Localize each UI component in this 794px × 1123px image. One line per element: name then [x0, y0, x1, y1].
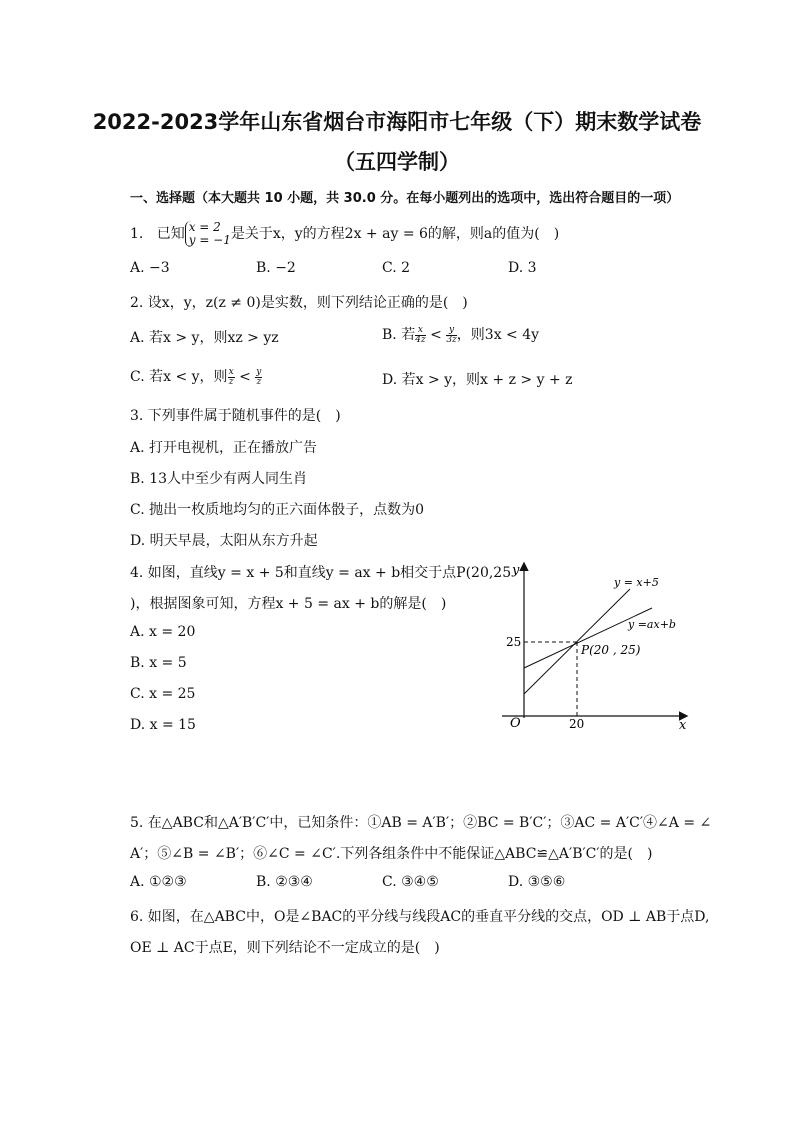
y-axis-label: y: [512, 563, 520, 578]
q5-option-c: C. ③④⑤: [382, 874, 439, 890]
line2-label: y =ax+b: [628, 618, 676, 631]
page-title: 2022-2023学年山东省烟台市海阳市七年级（下）期末数学试卷: [92, 110, 702, 134]
q1-option-b: B. −2: [256, 260, 296, 276]
q2-b-fraction-1: [415, 326, 425, 345]
q2-b-pre: B. 若: [382, 327, 416, 343]
q1-sys-top: x = 2: [188, 220, 221, 234]
section-heading: 一、选择题（本大题共 10 小题，共 30.0 分。在每小题列出的选项中，选出符合题目的一项）: [130, 191, 680, 206]
q5-option-b: B. ②③④: [256, 874, 313, 890]
q5-option-a: A. ①②③: [130, 874, 187, 890]
q2-c-pre: C. 若x < y，则: [130, 369, 228, 385]
q2-option-d: D. 若x > y，则x + z > y + z: [382, 372, 573, 388]
q2-b-num1: x: [415, 326, 425, 336]
origin-label: O: [510, 716, 521, 731]
y-tick-label: 25: [506, 635, 522, 649]
q4-graph: [490, 556, 700, 736]
question-4-line-2: )，根据图象可知，方程x + 5 = ax + b的解是( ): [130, 596, 447, 612]
question-2: 2. 设x，y，z(z ≠ 0)是实数，则下列结论正确的是( ): [130, 295, 468, 311]
q3-option-b: B. 13人中至少有两人同生肖: [130, 471, 308, 487]
question-1: [130, 221, 559, 247]
q2-c-fraction-1: [228, 368, 235, 387]
question-4-line-1: 4. 如图，直线y = x + 5和直线y = ax + b相交于点P(20,25: [130, 565, 512, 581]
page-subtitle: （五四学制）: [334, 150, 460, 174]
q1-number: 1.: [130, 226, 144, 242]
q2-option-b: [382, 324, 539, 345]
q2-option-a: A. 若x > y，则xz > yz: [130, 330, 279, 346]
q2-option-c: [130, 366, 262, 387]
q4-option-c: C. x = 25: [130, 686, 196, 702]
q4-option-d: D. x = 15: [130, 717, 196, 733]
q1-option-a: A. −3: [130, 260, 170, 276]
q2-c-num2: y: [256, 366, 262, 377]
q2-c-fraction-2: [255, 368, 262, 387]
q1-option-c: C. 2: [382, 260, 411, 276]
question-6-line-2: OE ⊥ AC于点E，则下列结论不一定成立的是( ): [130, 940, 440, 956]
question-3: 3. 下列事件属于随机事件的是( ): [130, 408, 341, 424]
q3-option-d: D. 明天早晨，太阳从东方升起: [130, 533, 318, 549]
point-label: P(20 , 25): [581, 643, 641, 657]
question-5-line-2: A′；⑤∠B = ∠B′；⑥∠C = ∠C′.下列各组条件中不能保证△ABC≌△A′B′C′的是( ): [130, 846, 653, 862]
q2-b-fraction-2: [446, 326, 456, 345]
q1-post: 是关于x，y的方程2x + ay = 6的解，则a的值为( ): [230, 226, 560, 242]
line-y-ax-plus-b: [524, 608, 652, 668]
q2-b-num2: y: [446, 326, 456, 336]
q2-c-num1: x: [228, 366, 234, 377]
question-6-line-1: 6. 如图，在△ABC中，O是∠BAC的平分线与线段AC的垂直平分线的交点，OD ⊥ AB于点D,: [130, 909, 710, 925]
x-tick-label: 20: [569, 717, 585, 731]
q2-b-den2: 3z: [446, 334, 457, 345]
q4-option-b: B. x = 5: [130, 655, 187, 671]
q2-c-den2: z: [256, 376, 262, 387]
q3-option-c: C. 抛出一枚质地均匀的正六面体骰子，点数为0: [130, 502, 425, 518]
line1-label: y = x+5: [614, 576, 659, 589]
q1-option-d: D. 3: [508, 260, 537, 276]
q2-b-lt: <: [425, 327, 447, 343]
q1-equation-system: [185, 221, 231, 247]
q5-option-d: D. ③⑤⑥: [508, 874, 566, 890]
q2-c-den1: z: [228, 376, 234, 387]
q2-b-den1: 4z: [415, 334, 426, 345]
x-axis-label: x: [679, 718, 687, 733]
question-5-line-1: 5. 在△ABC和△A′B′C′中，已知条件：①AB = A′B′；②BC = B′C′；③AC = A′C′④∠A = ∠: [130, 815, 712, 831]
q2-c-lt: <: [234, 369, 256, 385]
q4-option-a: A. x = 20: [130, 624, 196, 640]
q1-sys-bottom: y = −1: [188, 233, 231, 247]
q2-b-post: ，则3x < 4y: [456, 327, 540, 343]
q3-option-a: A. 打开电视机，正在播放广告: [130, 440, 318, 456]
q1-pre: 已知: [156, 226, 185, 242]
